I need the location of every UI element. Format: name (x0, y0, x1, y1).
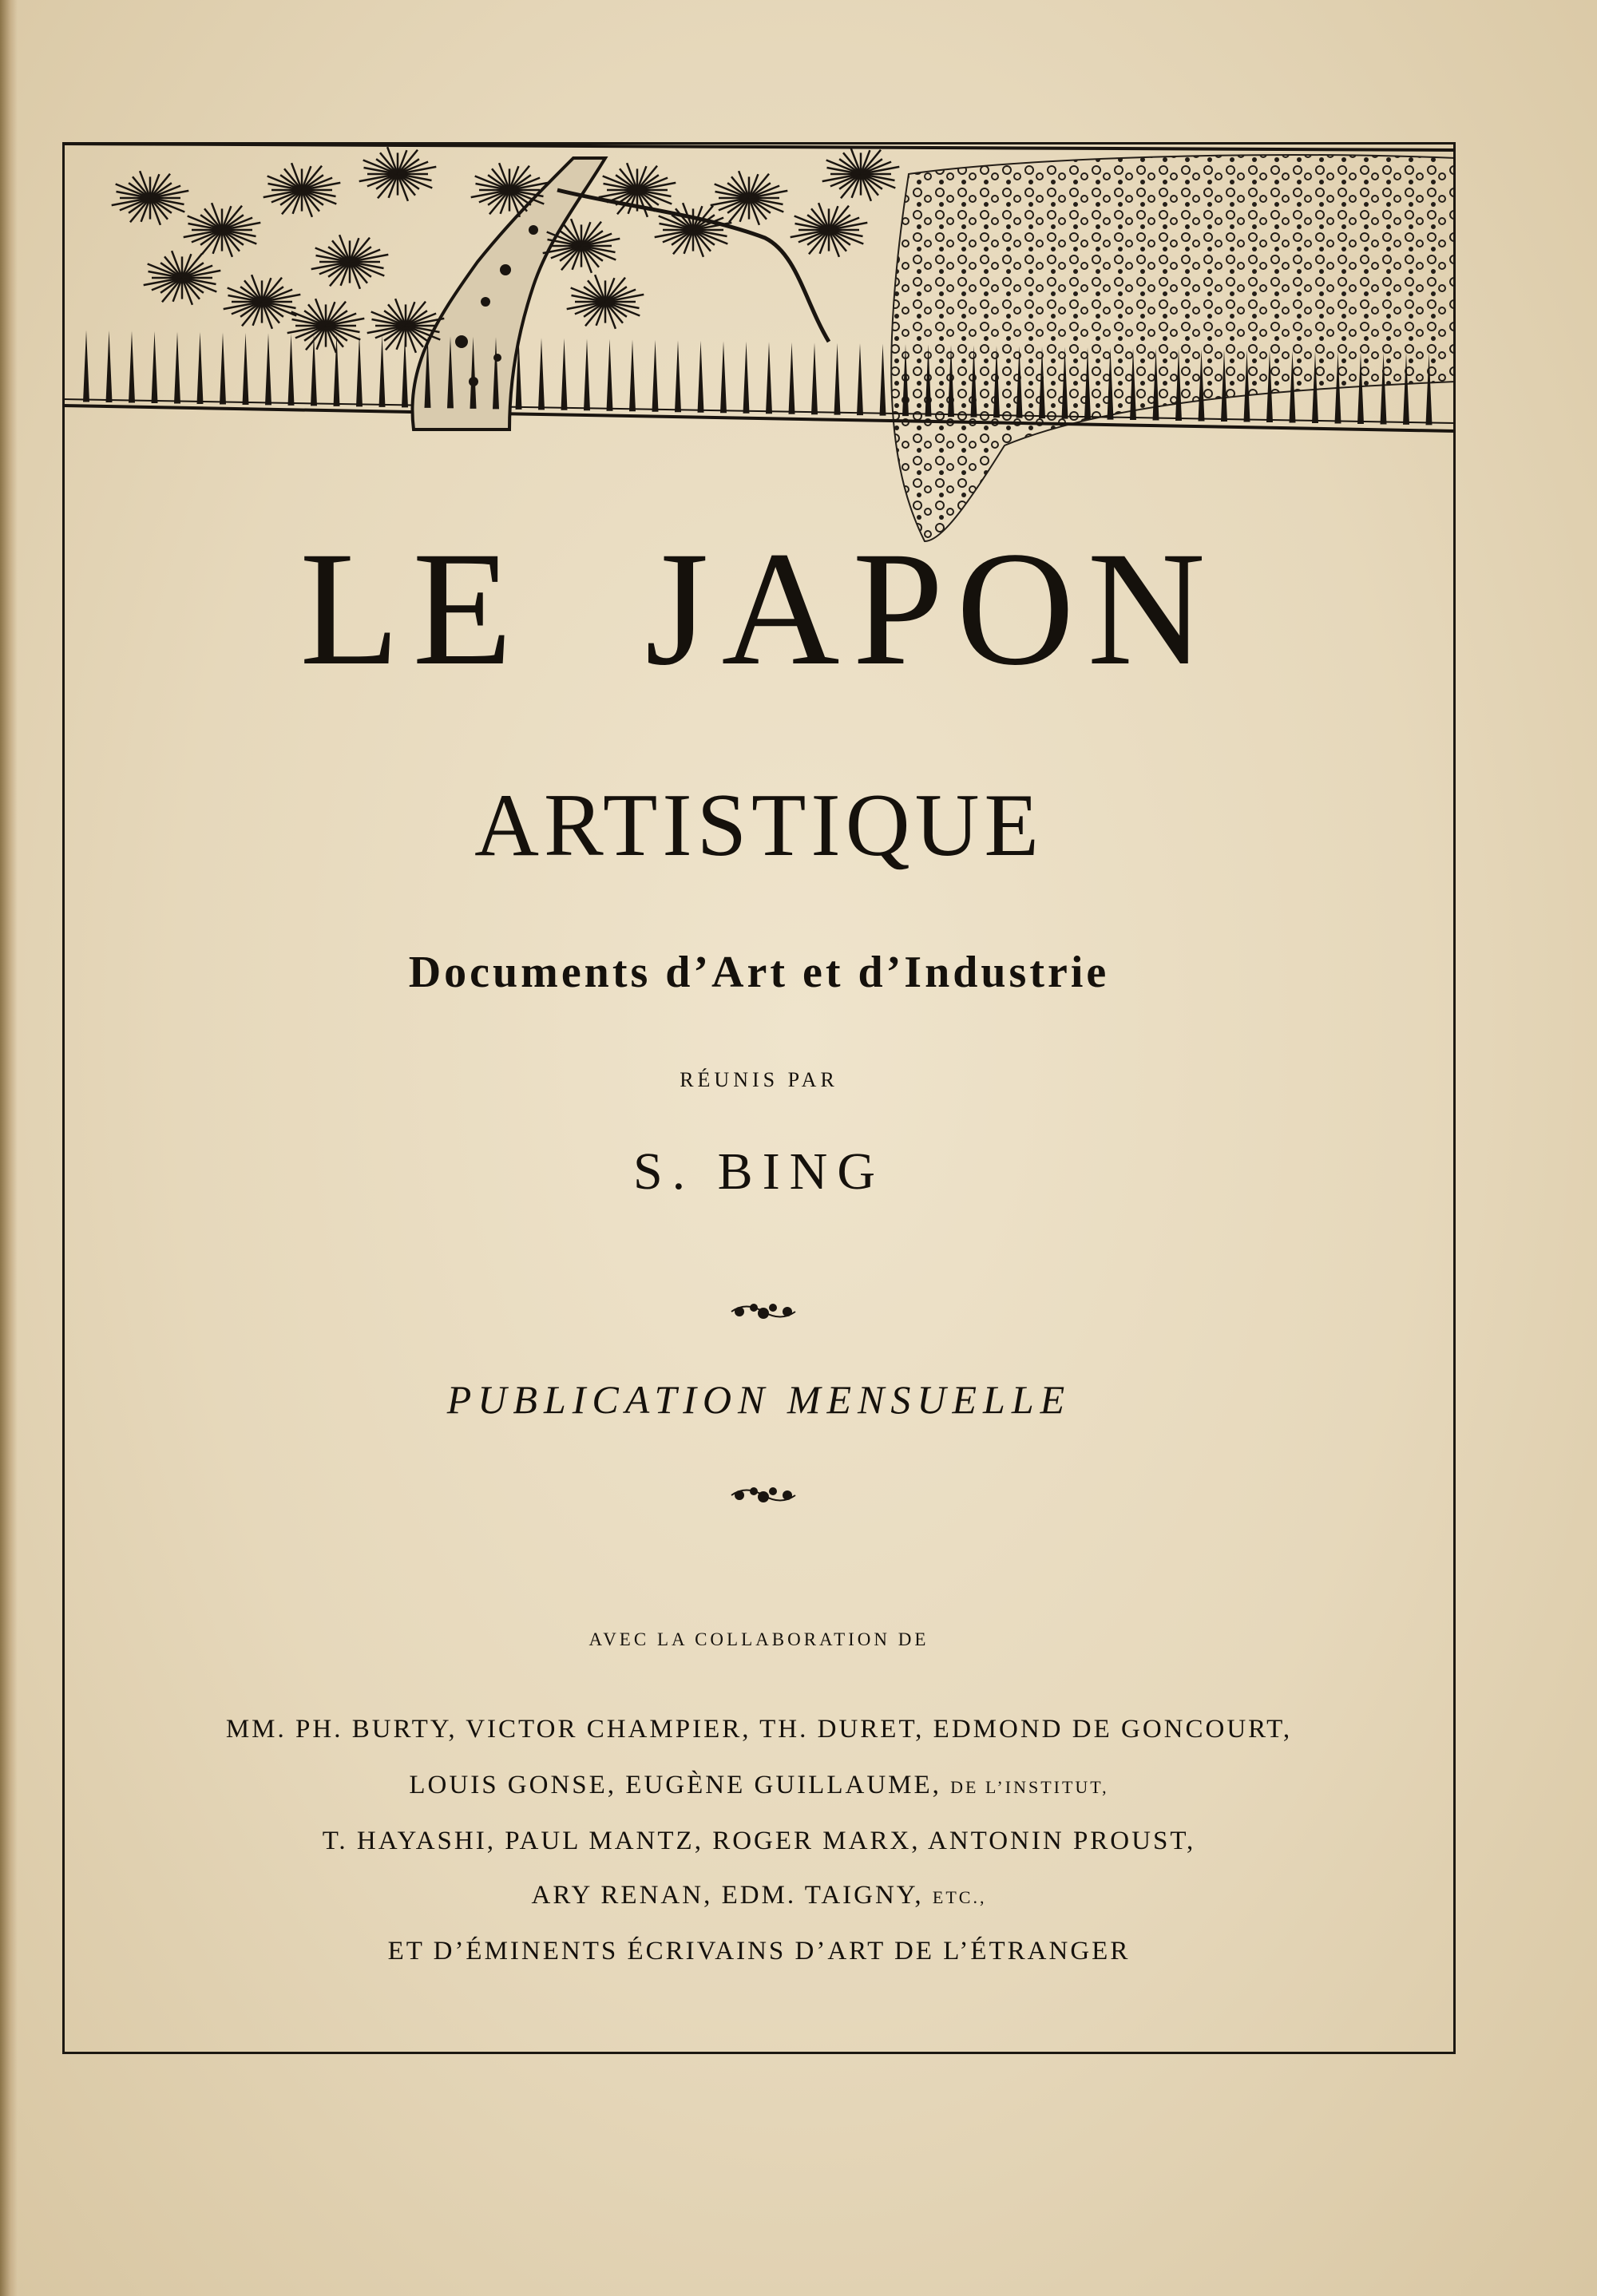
collaborators-line-4 (62, 1882, 1456, 1909)
fence-post (129, 331, 135, 402)
pine-needle-cluster (264, 163, 341, 217)
fence-post (402, 335, 408, 407)
fence-post (561, 338, 568, 410)
fence-post (379, 335, 386, 407)
fence-post (880, 344, 886, 416)
fence-post (857, 343, 863, 415)
main-title (62, 518, 1456, 699)
pine-needle-cluster (822, 147, 900, 201)
pine-needle-cluster (112, 171, 189, 225)
fence-post (265, 333, 271, 405)
author-name: S. BING (632, 1142, 886, 1201)
floral-ornament-icon (730, 1483, 797, 1507)
fence-post (288, 334, 295, 406)
collaborators-line-1: MM. PH. BURTY, VICTOR CHAMPIER, TH. DURET, EDMOND DE GONCOURT, (225, 1715, 1293, 1744)
fence-post (538, 338, 545, 410)
fence-post (152, 331, 158, 403)
fence-post (811, 342, 818, 414)
pine-needle-cluster (144, 251, 221, 305)
fence-post (675, 340, 681, 412)
collaborators-line-5: ET D’ÉMINENTS ÉCRIVAINS D’ART DE L’ÉTRANGER (387, 1937, 1131, 1965)
fence-post (834, 343, 841, 415)
pine-needle-cluster (711, 171, 788, 225)
fence-post (197, 332, 204, 404)
fence-post (698, 341, 704, 413)
fence-post (220, 332, 226, 404)
fence-post (584, 338, 590, 410)
collaborators-line-2-note: DE L’INSTITUT, (950, 1777, 1109, 1797)
fence-post (607, 339, 613, 411)
pine-and-fence-illustration (62, 142, 1456, 431)
pine-needle-cluster (599, 163, 676, 217)
collaborators-line-2 (62, 1772, 1456, 1799)
pine-needle-cluster (224, 275, 301, 329)
fence-post (174, 331, 180, 403)
collaborators-line-4-main: ARY RENAN, EDM. TAIGNY, (531, 1881, 924, 1910)
collaborators-line-4-note: ETC., (932, 1887, 987, 1907)
collaboration-intro: AVEC LA COLLABORATION DE (588, 1629, 929, 1649)
pine-needle-cluster (359, 147, 437, 201)
pine-needle-cluster (791, 203, 868, 257)
pine-needle-cluster (184, 203, 261, 257)
floral-ornament-icon (730, 1300, 797, 1324)
publication-frequency: PUBLICATION MENSUELLE (446, 1377, 1072, 1422)
fence-post (789, 342, 795, 414)
pine-needle-cluster (567, 275, 644, 329)
collaborators-line-2-main: LOUIS GONSE, EUGÈNE GUILLAUME, (409, 1771, 941, 1799)
fence-post (243, 333, 249, 405)
title-word-le: LE (299, 518, 525, 699)
fence-post (106, 331, 113, 402)
collaborators-line-3: T. HAYASHI, PAUL MANTZ, ROGER MARX, ANTONIN PROUST, (322, 1827, 1196, 1855)
page-edge-shadow (0, 0, 18, 2296)
fence-post (311, 334, 317, 406)
description-line: Documents d’Art et d’Industrie (408, 948, 1110, 997)
pine-needle-cluster (311, 235, 389, 289)
fence-post (652, 340, 659, 412)
title-word-japon: JAPON (644, 518, 1219, 699)
fence-post (743, 342, 750, 414)
fence-post (766, 342, 772, 414)
reunis-par-label: RÉUNIS PAR (680, 1068, 838, 1091)
subtitle: ARTISTIQUE (474, 776, 1044, 875)
fence-post (83, 331, 89, 402)
pine-needle-cluster (287, 299, 365, 353)
fence-post (720, 341, 727, 413)
fence-post (334, 335, 340, 406)
fence-post (629, 339, 636, 411)
fence-post (356, 335, 363, 406)
